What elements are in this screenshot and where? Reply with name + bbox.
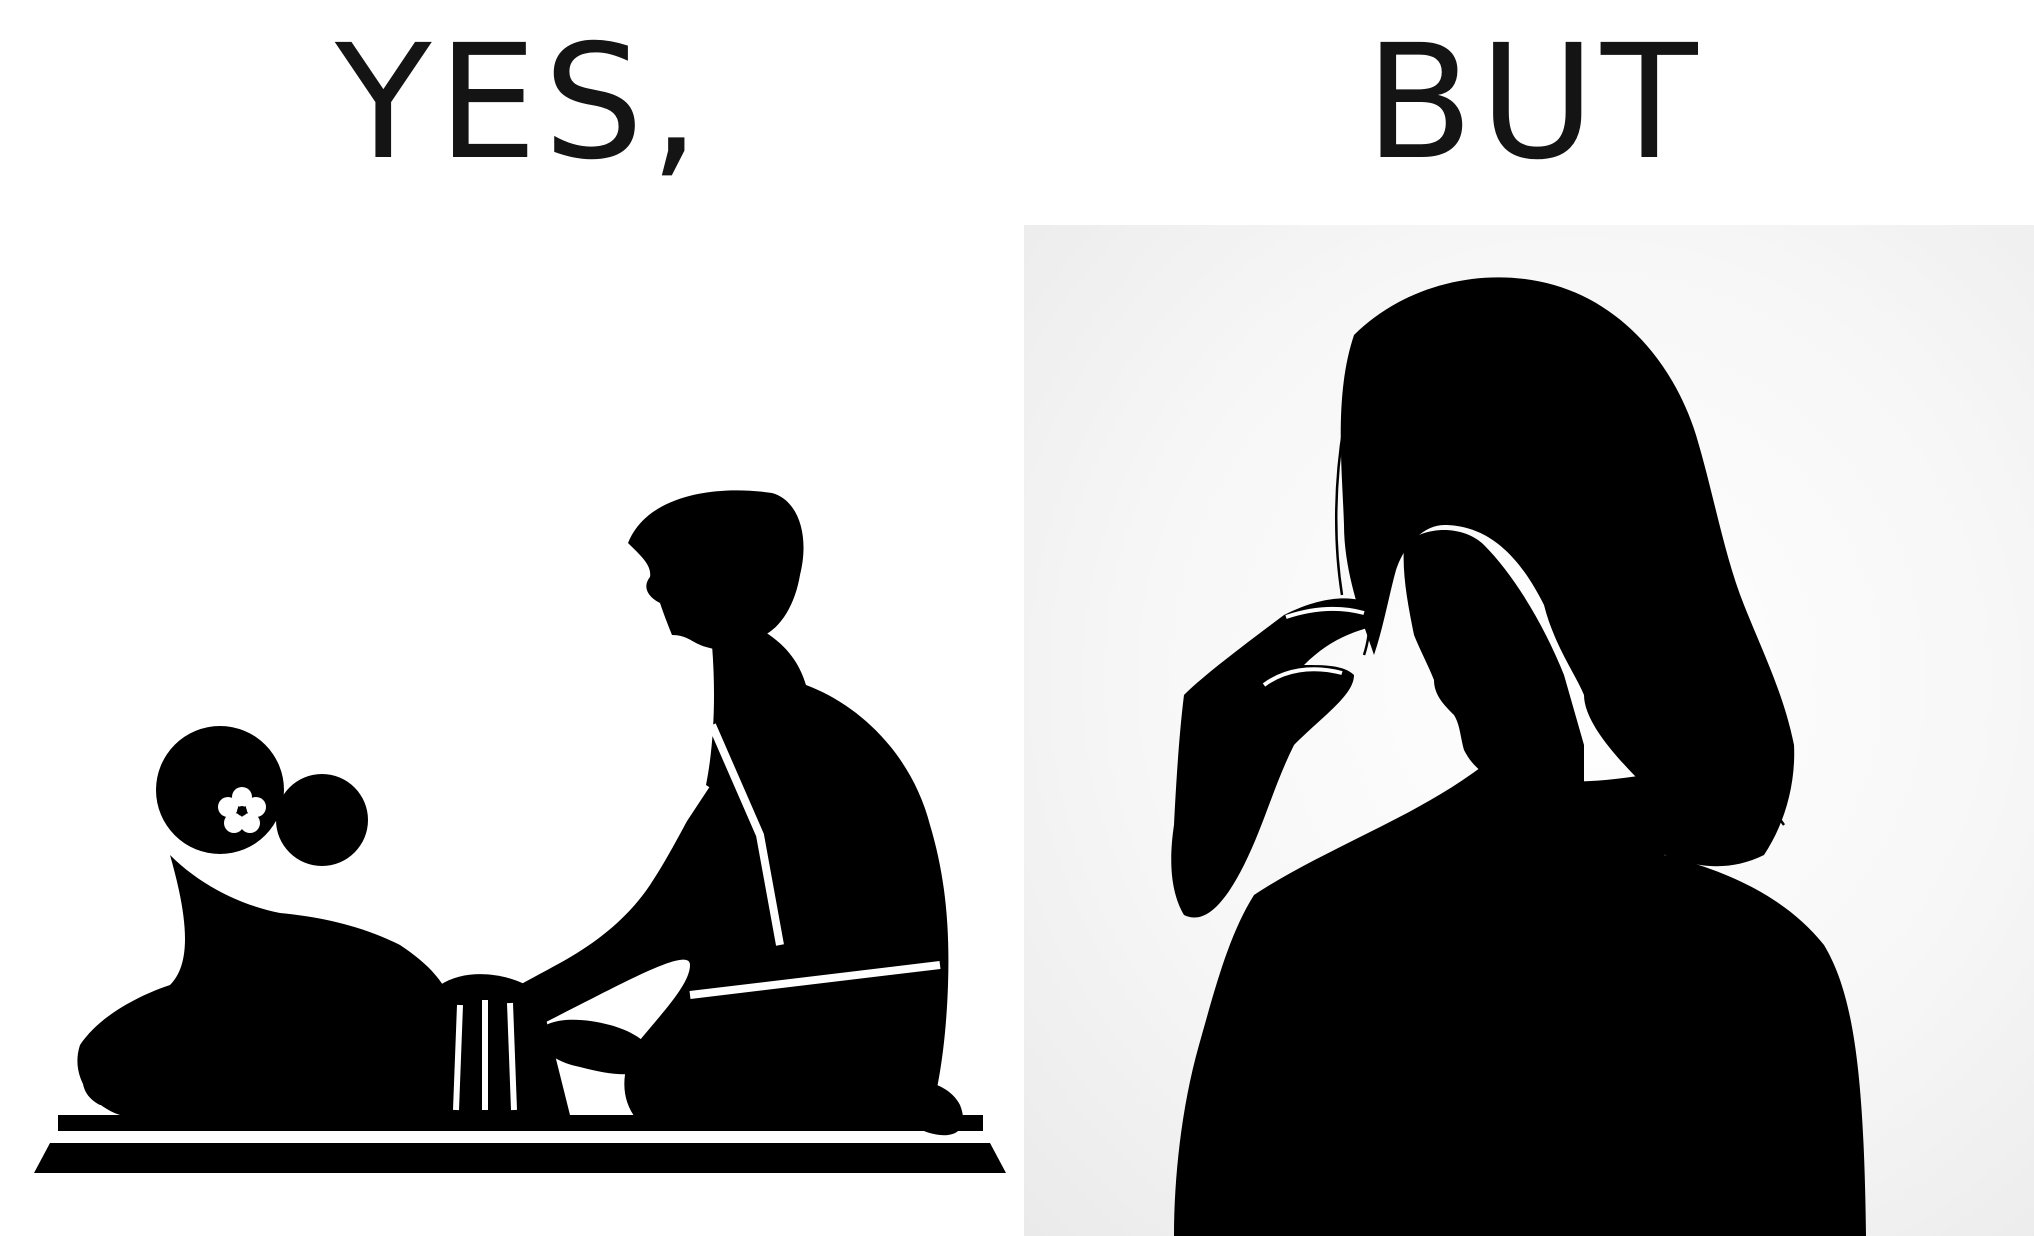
panel-woman-scene xyxy=(1024,225,2034,1236)
towel-basket-icon xyxy=(155,1034,316,1107)
massage-illustration xyxy=(0,225,1010,1236)
caption-yes: YES, xyxy=(335,11,706,195)
panel-massage-scene xyxy=(0,225,1010,1236)
mat-base-icon xyxy=(34,1143,1006,1173)
caption-but: BUT xyxy=(1365,11,1704,195)
woman-illustration xyxy=(1024,225,2034,1236)
